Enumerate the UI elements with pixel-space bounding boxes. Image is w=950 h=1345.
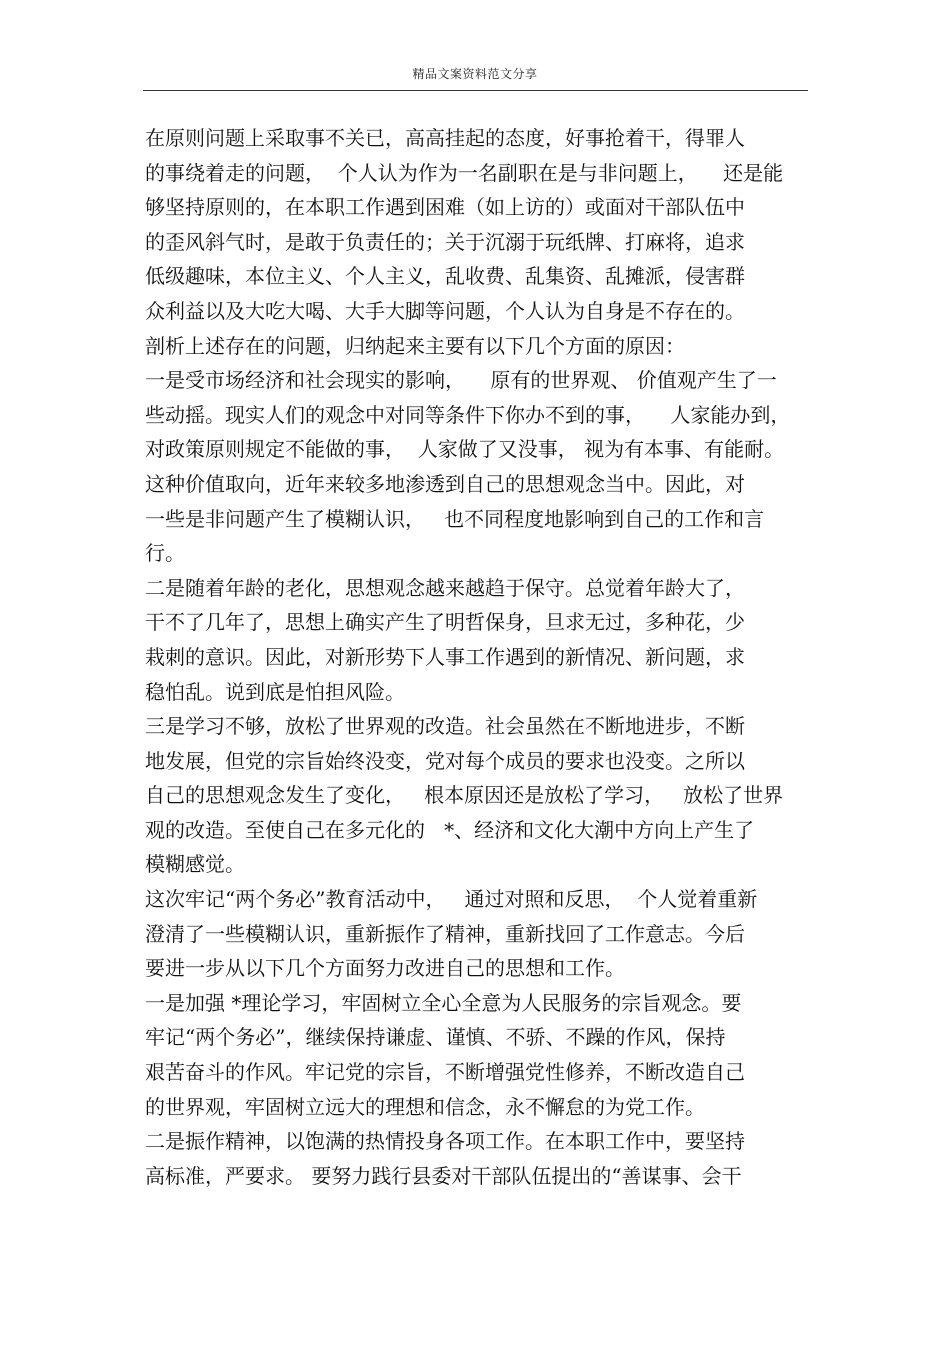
text-line: 这次牢记“两个务必”教育活动中， 通过对照和反思， 个人觉着重新 [145, 887, 758, 912]
text-line: 艰苦奋斗的作风。牢记党的宗旨，不断增强党性修养，不断改造自己 [145, 1060, 745, 1085]
text-line: 些动摇。现实人们的观念中对同等条件下你办不到的事， 人家能办到， [145, 402, 791, 427]
text-line: 行。 [145, 541, 185, 566]
text-line: 对政策原则规定不能做的事， 人家做了又没事， 视为有本事、有能耐。 [145, 437, 785, 462]
header-divider [143, 90, 808, 91]
text-line: 的歪风斜气时，是敢于负责任的；关于沉溺于玩纸牌、打麻将，追求 [145, 229, 745, 254]
text-line: 的世界观，牢固树立远大的理想和信念，永不懈怠的为党工作。 [145, 1094, 705, 1119]
text-line: 地发展，但党的宗旨始终没变，党对每个成员的要求也没变。之所以 [145, 748, 745, 773]
text-line: 高标准，严要求。 要努力践行县委对干部队伍提出的“善谋事、会干 [145, 1163, 742, 1188]
text-line: 在原则问题上采取事不关已，高高挂起的态度，好事抢着干，得罪人 [145, 126, 745, 150]
text-line: 二是随着年龄的老化，思想观念越来越趋于保守。总觉着年龄大了， [145, 575, 745, 600]
text-line: 澄清了一些模糊认识，重新振作了精神，重新找回了工作意志。今后 [145, 921, 745, 946]
text-line: 的事绕着走的问题， 个人认为作为一名副职在是与非问题上， 还是能 [145, 160, 784, 185]
text-line: 够坚持原则的，在本职工作遇到困难（如上访的）或面对干部队伍中 [145, 195, 745, 220]
text-line: 低级趣味，本位主义、个人主义，乱收费、乱集资、乱摊派，侵害群 [145, 264, 745, 289]
document-body [145, 121, 810, 1193]
text-line: 一些是非问题产生了模糊认识， 也不同程度地影响到自己的工作和言 [145, 506, 765, 531]
text-line: 模糊感觉。 [145, 852, 245, 877]
text-line: 观的改造。至使自己在多元化的 *、经济和文化大潮中方向上产生了 [145, 817, 755, 842]
text-line: 这种价值取向，近年来较多地渗透到自己的思想观念当中。因此，对 [145, 471, 745, 496]
page-header: 精品文案资料范文分享 [412, 67, 538, 81]
text-line: 剖析上述存在的问题，归纳起来主要有以下几个方面的原因： [145, 333, 685, 358]
text-line: 自己的思想观念发生了变化， 根本原因还是放松了学习， 放松了世界 [145, 783, 784, 808]
text-line: 稳怕乱。说到底是怕担风险。 [145, 679, 405, 704]
text-line: 三是学习不够，放松了世界观的改造。社会虽然在不断地进步，不断 [145, 714, 745, 739]
text-line: 栽刺的意识。因此，对新形势下人事工作遇到的新情况、新问题，求 [145, 644, 745, 669]
text-line: 干不了几年了，思想上确实产生了明哲保身，旦求无过，多种花，少 [145, 610, 745, 635]
text-line: 要进一步从以下几个方面努力改进自己的思想和工作。 [145, 956, 625, 981]
text-line: 二是振作精神，以饱满的热情投身各项工作。在本职工作中，要坚持 [145, 1129, 745, 1154]
text-line: 牢记“两个务必”，继续保持谦虚、谨慎、不骄、不躁的作风，保持 [145, 1025, 726, 1050]
text-line: 一是受市场经济和社会现实的影响， 原有的世界观、 价值观产生了一 [145, 368, 777, 393]
text-line: 众利益以及大吃大喝、大手大脚等问题，个人认为自身是不存在的。 [145, 298, 745, 323]
text-line: 一是加强 *理论学习，牢固树立全心全意为人民服务的宗旨观念。要 [145, 990, 742, 1015]
